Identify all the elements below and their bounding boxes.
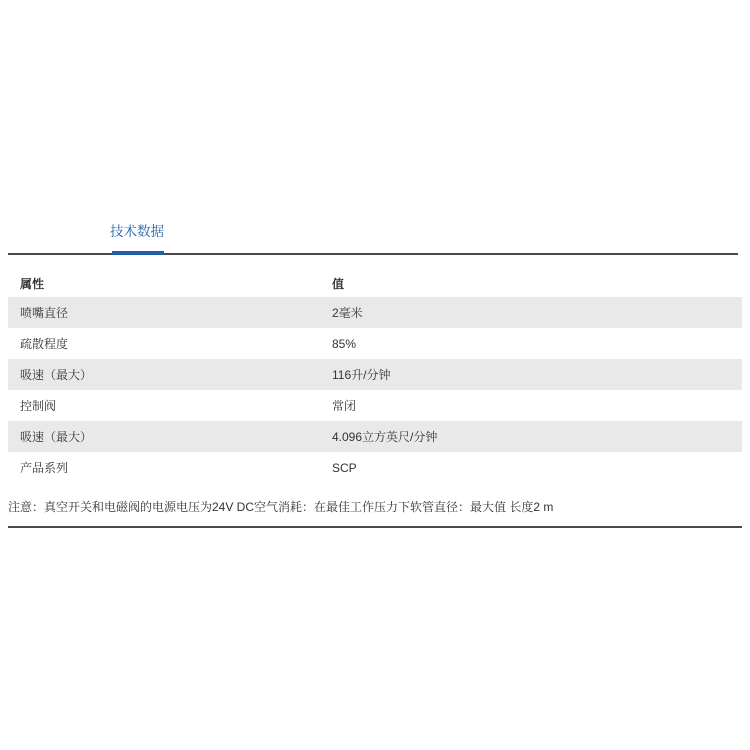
- table-row: [8, 390, 742, 421]
- tab-technical-data[interactable]: 技术数据: [110, 224, 164, 239]
- value-cell: 2毫米: [332, 306, 363, 320]
- attribute-cell: 产品系列: [20, 461, 69, 475]
- attribute-cell: 喷嘴直径: [20, 306, 69, 320]
- value-cell: 4.096立方英尺/分钟: [332, 430, 438, 444]
- table-row: [8, 328, 742, 359]
- technical-data-table: [8, 270, 742, 483]
- value-cell: 常闭: [332, 399, 357, 413]
- attribute-cell: 吸速（最大）: [20, 368, 93, 382]
- value-cell: SCP: [332, 460, 357, 475]
- column-header-attribute: 属性: [20, 277, 45, 291]
- table-row: [8, 297, 742, 328]
- attribute-cell: 控制阀: [20, 399, 57, 413]
- table-header-row: [8, 270, 742, 297]
- attribute-cell: 吸速（最大）: [20, 430, 93, 444]
- column-header-value: 值: [332, 277, 345, 291]
- note-text: 注意：真空开关和电磁阀的电源电压为24V DC空气消耗：在最佳工作压力下软管直径：最大值 长度2 m: [8, 500, 554, 514]
- value-cell: 85%: [332, 336, 357, 351]
- active-tab-underline: [112, 251, 164, 255]
- bottom-divider: [8, 526, 742, 528]
- attribute-cell: 疏散程度: [20, 337, 69, 351]
- value-cell: 116升/分钟: [332, 368, 391, 382]
- table-row: [8, 452, 742, 483]
- table-row: [8, 359, 742, 390]
- table-row: [8, 421, 742, 452]
